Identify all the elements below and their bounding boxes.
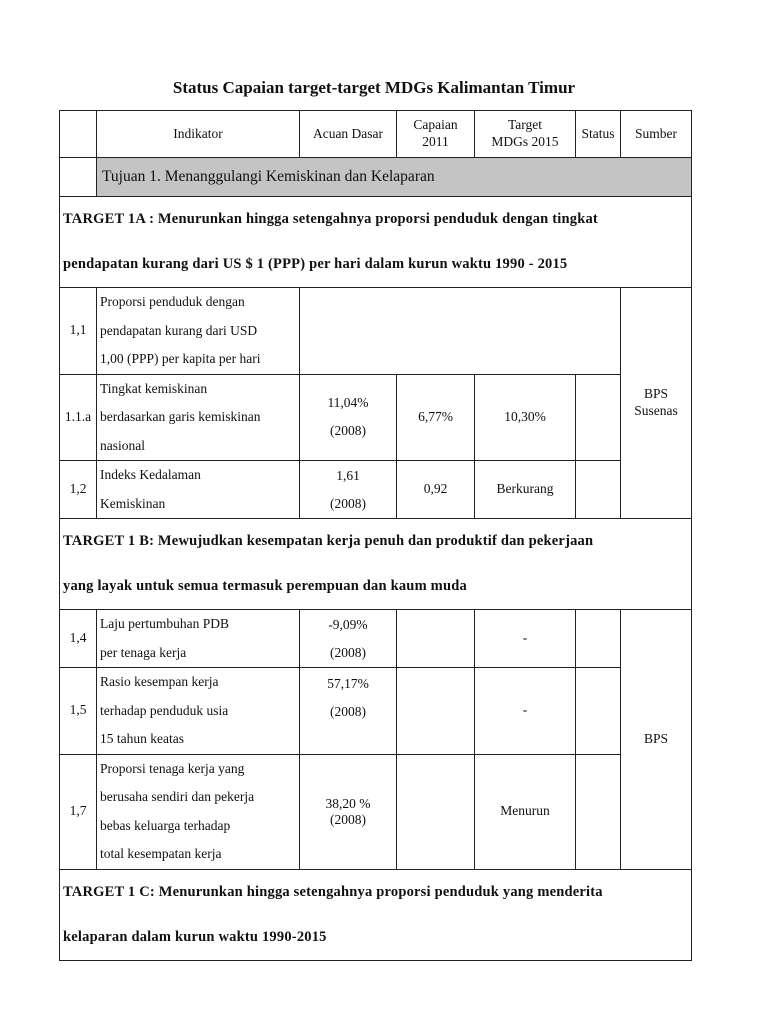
indicator-line: 15 tahun keatas (100, 731, 184, 746)
indicator-line: per tenaga kerja (100, 644, 187, 660)
source-bps-susenas (621, 288, 692, 519)
indicator-cell (97, 668, 300, 755)
row-number: 1,4 (60, 610, 97, 668)
target-1b (60, 519, 692, 610)
indicator-line: Proporsi tenaga kerja yang (100, 760, 245, 776)
empty-values-cell (300, 288, 621, 375)
table-row (60, 754, 692, 869)
indicator-line: terhadap penduduk usia (100, 702, 229, 718)
goal-number-cell (60, 158, 97, 197)
header-status: Status (576, 111, 621, 158)
target-1b-row (60, 519, 692, 610)
target-1a-row (60, 197, 692, 288)
acuan-value: 38,20 % (325, 795, 371, 811)
table-row (60, 461, 692, 519)
status-cell (576, 668, 621, 755)
indicator-line: berusaha sendiri dan pekerja (100, 789, 255, 804)
status-cell (576, 461, 621, 519)
indicator-line: Indeks Kedalaman (100, 467, 201, 482)
header-target-line1: Target (507, 117, 543, 133)
capaian-cell: 6,77% (397, 374, 475, 461)
row-number: 1,2 (60, 461, 97, 519)
header-sumber: Sumber (621, 111, 692, 158)
document-title: Status Capaian target-target MDGs Kalimantan Timur (172, 78, 576, 97)
status-cell (576, 610, 621, 668)
goal-1-title: Tujuan 1. Menanggulangi Kemiskinan dan Kelaparan (97, 158, 692, 197)
indicator-line: Tingkat kemiskinan (100, 380, 208, 396)
header-target-line2: MDGs 2015 (491, 134, 559, 149)
indicator-line: pendapatan kurang dari USD (100, 322, 258, 338)
source-bps: BPS (621, 610, 692, 870)
source-line: BPS (643, 386, 669, 402)
acuan-year: (2008) (330, 704, 366, 719)
target-1a (60, 197, 692, 288)
acuan-value: -9,09% (328, 616, 368, 632)
target-cell: Menurun (475, 754, 576, 869)
indicator-cell (97, 461, 300, 519)
header-row (60, 111, 692, 158)
status-cell (576, 754, 621, 869)
capaian-cell (397, 668, 475, 755)
row-number: 1.1.a (60, 374, 97, 461)
target-1a-line2: pendapatan kurang dari US $ 1 (PPP) per hari dalam kurun waktu 1990 - 2015 (63, 256, 568, 272)
target-1c (60, 869, 692, 960)
indicator-line: Laju pertumbuhan PDB (100, 616, 229, 631)
target-cell: - (475, 610, 576, 668)
acuan-year: (2008) (330, 644, 366, 660)
indicator-line: 1,00 (PPP) per kapita per hari (100, 351, 261, 366)
target-1b-line1: TARGET 1 B: Mewujudkan kesempatan kerja penuh dan produktif dan pekerjaan (63, 533, 594, 549)
row-number: 1,1 (60, 288, 97, 375)
target-1c-line2: kelaparan dalam kurun waktu 1990-2015 (63, 928, 327, 945)
table-row (60, 610, 692, 668)
header-capaian-line2: 2011 (422, 134, 449, 149)
indicator-cell (97, 754, 300, 869)
table-row (60, 374, 692, 461)
target-cell: - (475, 668, 576, 755)
acuan-value: 1,61 (336, 467, 360, 483)
target-cell: Berkurang (475, 461, 576, 519)
target-1a-line1: TARGET 1A : Menurunkan hingga setengahnya proporsi penduduk dengan tingkat (63, 211, 598, 227)
header-capaian (397, 111, 475, 158)
indicator-cell (97, 288, 300, 375)
indicator-cell (97, 610, 300, 668)
header-no (60, 111, 97, 158)
header-acuan-dasar: Acuan Dasar (300, 111, 397, 158)
indicator-line: Kemiskinan (100, 495, 166, 511)
acuan-dasar-cell (300, 610, 397, 668)
acuan-dasar-cell (300, 668, 397, 755)
acuan-dasar-cell (300, 461, 397, 519)
indicator-line: nasional (100, 437, 145, 453)
row-number: 1,7 (60, 754, 97, 869)
indicator-line: Rasio kesempan kerja (100, 674, 219, 689)
indicator-line: Proporsi penduduk dengan (100, 294, 245, 309)
mdgs-status-table (59, 110, 691, 961)
capaian-cell (397, 610, 475, 668)
table-row (60, 668, 692, 755)
goal-row (60, 158, 692, 197)
acuan-year: (2008) (330, 811, 366, 827)
acuan-value: 57,17% (327, 676, 369, 691)
header-indikator: Indikator (97, 111, 300, 158)
status-cell (576, 374, 621, 461)
header-target (475, 111, 576, 158)
acuan-value: 11,04% (327, 395, 369, 411)
indicator-line: berdasarkan garis kemiskinan (100, 409, 261, 424)
acuan-dasar-cell (300, 754, 397, 869)
target-cell: 10,30% (475, 374, 576, 461)
capaian-cell: 0,92 (397, 461, 475, 519)
acuan-dasar-cell (300, 374, 397, 461)
indicator-cell (97, 374, 300, 461)
target-1b-line2: yang layak untuk semua termasuk perempuan dan kaum muda (63, 578, 467, 594)
capaian-cell (397, 754, 475, 869)
indicator-line: total kesempatan kerja (100, 846, 222, 861)
table-row (60, 288, 692, 375)
acuan-year: (2008) (330, 495, 366, 511)
acuan-year: (2008) (330, 423, 366, 439)
header-capaian-line1: Capaian (413, 117, 458, 133)
source-line: Susenas (634, 403, 678, 418)
indicator-line: bebas keluarga terhadap (100, 817, 231, 833)
target-1c-line1: TARGET 1 C: Menurunkan hingga setengahnya proporsi penduduk yang menderita (63, 883, 603, 900)
row-number: 1,5 (60, 668, 97, 755)
target-1c-row (60, 869, 692, 960)
